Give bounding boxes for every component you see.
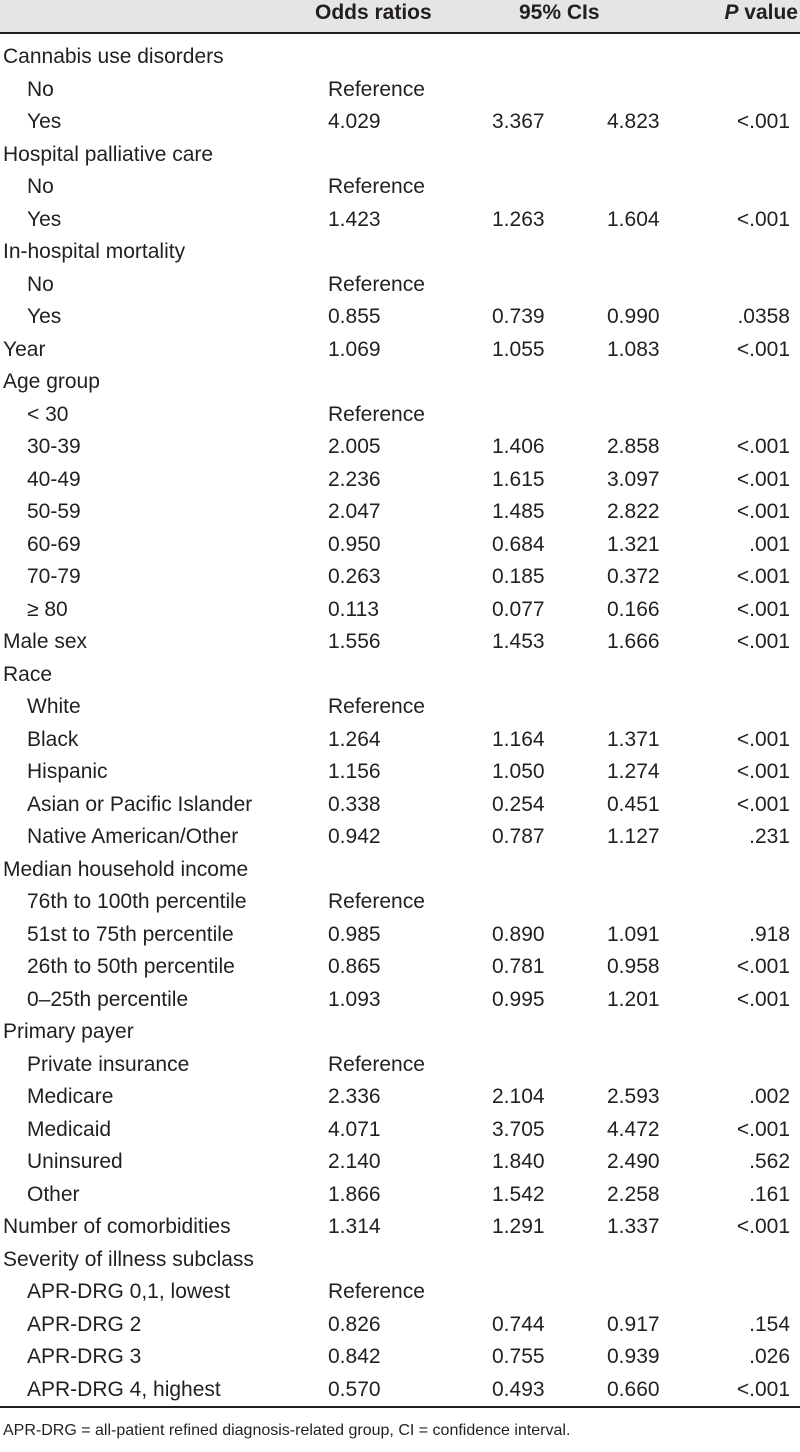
ci-upper-cell: 0.958 bbox=[607, 955, 660, 978]
table-body bbox=[0, 41, 800, 1406]
ci-lower-cell: 1.164 bbox=[492, 727, 545, 751]
ci-lower-cell: 0.185 bbox=[492, 565, 545, 588]
odds-ratio-cell: 2.336 bbox=[328, 1085, 381, 1108]
header-p-value bbox=[724, 0, 798, 32]
odds-ratio-cell: 4.071 bbox=[328, 1117, 381, 1141]
row-label: Number of comorbidities bbox=[3, 1215, 231, 1238]
ci-lower-cell: 0.684 bbox=[492, 532, 545, 556]
ci-lower-cell: 0.890 bbox=[492, 922, 545, 946]
p-value-cell: <.001 bbox=[736, 1215, 790, 1238]
odds-ratio-cell: 0.842 bbox=[328, 1345, 381, 1368]
header-p-letter: P bbox=[724, 1, 739, 24]
p-value-cell: <.001 bbox=[736, 1117, 790, 1141]
table-row bbox=[0, 269, 800, 302]
table-row bbox=[0, 756, 800, 789]
odds-ratio-cell: Reference bbox=[328, 175, 425, 198]
row-label: No bbox=[27, 272, 54, 296]
ci-upper-cell: 1.083 bbox=[607, 337, 660, 361]
table-row bbox=[0, 691, 800, 724]
ci-lower-cell: 1.263 bbox=[492, 207, 545, 231]
row-label: Severity of illness subclass bbox=[3, 1247, 254, 1271]
row-label: Primary payer bbox=[3, 1020, 134, 1043]
odds-ratio-cell: Reference bbox=[328, 695, 425, 718]
odds-ratio-cell: 0.263 bbox=[328, 565, 381, 588]
p-value-cell: <.001 bbox=[736, 760, 790, 783]
odds-ratio-cell: Reference bbox=[328, 1280, 425, 1303]
ci-upper-cell: 1.371 bbox=[607, 727, 660, 751]
row-label: Median household income bbox=[3, 857, 249, 881]
row-label: In-hospital mortality bbox=[3, 240, 186, 263]
odds-ratio-cell: 0.950 bbox=[328, 532, 381, 556]
ci-lower-cell: 0.254 bbox=[492, 792, 545, 816]
p-value-cell: <.001 bbox=[736, 792, 790, 816]
ci-upper-cell: 0.372 bbox=[607, 565, 660, 588]
row-label: 26th to 50th percentile bbox=[27, 955, 235, 978]
ci-lower-cell: 0.493 bbox=[492, 1377, 545, 1401]
ci-upper-cell: 2.490 bbox=[607, 1150, 660, 1173]
p-value-cell: .562 bbox=[749, 1150, 790, 1173]
row-label: Native American/Other bbox=[27, 825, 239, 848]
table-row bbox=[0, 1276, 800, 1309]
p-value-cell: .002 bbox=[749, 1085, 790, 1108]
p-value-cell: .918 bbox=[749, 922, 790, 946]
p-value-cell: .161 bbox=[749, 1182, 790, 1206]
row-label: Private insurance bbox=[27, 1052, 190, 1076]
table-row bbox=[0, 236, 800, 269]
p-value-cell: <.001 bbox=[736, 337, 790, 361]
ci-upper-cell: 1.337 bbox=[607, 1215, 660, 1238]
row-label: APR-DRG 0,1, lowest bbox=[27, 1280, 231, 1303]
table-row bbox=[0, 74, 800, 107]
odds-ratio-cell: Reference bbox=[328, 77, 425, 101]
row-label: APR-DRG 2 bbox=[27, 1312, 142, 1336]
p-value-cell: <.001 bbox=[736, 597, 790, 621]
ci-upper-cell: 1.201 bbox=[607, 987, 660, 1011]
table-row bbox=[0, 1114, 800, 1147]
odds-ratio-cell: 1.556 bbox=[328, 630, 381, 653]
odds-ratio-cell: 1.314 bbox=[328, 1215, 381, 1238]
table-header bbox=[0, 0, 800, 34]
row-label: Black bbox=[27, 727, 79, 751]
row-label: Medicare bbox=[27, 1085, 114, 1108]
table-row bbox=[0, 496, 800, 529]
row-label: Male sex bbox=[3, 630, 88, 653]
p-value-cell: <.001 bbox=[736, 987, 790, 1011]
p-value-cell: .026 bbox=[749, 1345, 790, 1368]
ci-upper-cell: 1.091 bbox=[607, 922, 660, 946]
p-value-cell: <.001 bbox=[736, 727, 790, 751]
table-row bbox=[0, 464, 800, 497]
ci-lower-cell: 1.485 bbox=[492, 500, 545, 523]
odds-ratio-cell: Reference bbox=[328, 402, 425, 426]
ci-lower-cell: 2.104 bbox=[492, 1085, 545, 1108]
odds-ratio-cell: Reference bbox=[328, 272, 425, 296]
p-value-cell: .001 bbox=[749, 532, 790, 556]
ci-upper-cell: 3.097 bbox=[607, 467, 660, 491]
ci-upper-cell: 1.127 bbox=[607, 825, 660, 848]
ci-upper-cell: 2.858 bbox=[607, 435, 660, 458]
odds-ratio-cell: 2.140 bbox=[328, 1150, 381, 1173]
table-row bbox=[0, 204, 800, 237]
table-row bbox=[0, 919, 800, 952]
odds-ratio-cell: 2.047 bbox=[328, 500, 381, 523]
ci-lower-cell: 0.755 bbox=[492, 1345, 545, 1368]
ci-lower-cell: 1.055 bbox=[492, 337, 545, 361]
p-value-cell: .231 bbox=[749, 825, 790, 848]
row-label: Yes bbox=[27, 305, 62, 328]
table-row bbox=[0, 1341, 800, 1374]
row-label: APR-DRG 3 bbox=[27, 1345, 142, 1368]
ci-lower-cell: 0.739 bbox=[492, 305, 545, 328]
table-row bbox=[0, 529, 800, 562]
p-value-cell: .0358 bbox=[737, 305, 790, 328]
row-label: < 30 bbox=[27, 402, 69, 426]
ci-lower-cell: 1.453 bbox=[492, 630, 545, 653]
row-label: Age group bbox=[3, 370, 100, 393]
odds-ratio-cell: 1.866 bbox=[328, 1182, 381, 1206]
ci-lower-cell: 0.787 bbox=[492, 825, 545, 848]
odds-ratio-cell: Reference bbox=[328, 890, 425, 913]
row-label: Asian or Pacific Islander bbox=[27, 792, 253, 816]
odds-ratio-cell: 0.826 bbox=[328, 1312, 381, 1336]
odds-ratio-cell: 0.865 bbox=[328, 955, 381, 978]
p-value-cell: <.001 bbox=[736, 565, 790, 588]
row-label: Yes bbox=[27, 110, 62, 133]
ci-upper-cell: 1.274 bbox=[607, 760, 660, 783]
row-label: 51st to 75th percentile bbox=[27, 922, 234, 946]
table-row bbox=[0, 139, 800, 172]
row-label: Yes bbox=[27, 207, 62, 231]
row-label: Race bbox=[3, 662, 53, 686]
p-value-cell: <.001 bbox=[736, 110, 790, 133]
ci-lower-cell: 1.615 bbox=[492, 467, 545, 491]
table-row bbox=[0, 171, 800, 204]
row-label: White bbox=[27, 695, 81, 718]
row-label: No bbox=[27, 175, 54, 198]
p-value-cell: <.001 bbox=[736, 435, 790, 458]
ci-lower-cell: 1.291 bbox=[492, 1215, 545, 1238]
row-label: Hospital palliative care bbox=[3, 142, 214, 166]
table-row bbox=[0, 886, 800, 919]
table-row bbox=[0, 789, 800, 822]
ci-upper-cell: 0.917 bbox=[607, 1312, 660, 1336]
table-row bbox=[0, 1146, 800, 1179]
row-label: Other bbox=[27, 1182, 80, 1206]
ci-upper-cell: 2.822 bbox=[607, 500, 660, 523]
header-95-ci: 95% CIs bbox=[519, 1, 600, 24]
row-label: 70-79 bbox=[27, 565, 81, 588]
ci-upper-cell: 0.166 bbox=[607, 597, 660, 621]
ci-lower-cell: 1.542 bbox=[492, 1182, 545, 1206]
ci-upper-cell: 2.258 bbox=[607, 1182, 660, 1206]
ci-upper-cell: 0.451 bbox=[607, 792, 660, 816]
p-value-cell: <.001 bbox=[736, 1377, 790, 1401]
ci-lower-cell: 0.744 bbox=[492, 1312, 545, 1336]
table-row bbox=[0, 366, 800, 399]
row-label: No bbox=[27, 77, 54, 101]
odds-ratio-cell: 2.236 bbox=[328, 467, 381, 491]
row-label: ≥ 80 bbox=[27, 597, 68, 621]
table-row bbox=[0, 1244, 800, 1277]
table-row bbox=[0, 594, 800, 627]
odds-ratio-cell: 0.942 bbox=[328, 825, 381, 848]
ci-upper-cell: 4.823 bbox=[607, 110, 660, 133]
table-row bbox=[0, 854, 800, 887]
row-label: Hispanic bbox=[27, 760, 108, 783]
odds-ratio-cell: 0.570 bbox=[328, 1377, 381, 1401]
odds-ratio-cell: 0.338 bbox=[328, 792, 381, 816]
p-value-cell: <.001 bbox=[736, 630, 790, 653]
row-label: Uninsured bbox=[27, 1150, 123, 1173]
table-row bbox=[0, 106, 800, 139]
table-row bbox=[0, 1211, 800, 1244]
odds-ratio-cell: 1.264 bbox=[328, 727, 381, 751]
table-row bbox=[0, 431, 800, 464]
ci-lower-cell: 0.077 bbox=[492, 597, 545, 621]
ci-lower-cell: 0.781 bbox=[492, 955, 545, 978]
ci-lower-cell: 0.995 bbox=[492, 987, 545, 1011]
header-p-rest: value bbox=[738, 1, 798, 24]
ci-upper-cell: 1.604 bbox=[607, 207, 660, 231]
p-value-cell: <.001 bbox=[736, 955, 790, 978]
row-label: 40-49 bbox=[27, 467, 81, 491]
ci-upper-cell: 0.660 bbox=[607, 1377, 660, 1401]
row-label: 60-69 bbox=[27, 532, 81, 556]
table-row bbox=[0, 1374, 800, 1407]
header-odds-ratios: Odds ratios bbox=[315, 1, 432, 24]
table-row bbox=[0, 301, 800, 334]
p-value-cell: .154 bbox=[749, 1312, 790, 1336]
table-row bbox=[0, 1179, 800, 1212]
ci-upper-cell: 2.593 bbox=[607, 1085, 660, 1108]
ci-upper-cell: 1.666 bbox=[607, 630, 660, 653]
table-row bbox=[0, 1081, 800, 1114]
row-label: Year bbox=[3, 337, 46, 361]
row-label: APR-DRG 4, highest bbox=[27, 1377, 221, 1401]
ci-upper-cell: 4.472 bbox=[607, 1117, 660, 1141]
odds-ratio-cell: 0.985 bbox=[328, 922, 381, 946]
table-row bbox=[0, 41, 800, 74]
table-row bbox=[0, 984, 800, 1017]
p-value-cell: <.001 bbox=[736, 207, 790, 231]
ci-lower-cell: 1.406 bbox=[492, 435, 545, 458]
ci-upper-cell: 0.939 bbox=[607, 1345, 660, 1368]
row-label: 76th to 100th percentile bbox=[27, 890, 247, 913]
odds-ratio-cell: 0.855 bbox=[328, 305, 381, 328]
odds-ratio-cell: Reference bbox=[328, 1052, 425, 1076]
ci-upper-cell: 0.990 bbox=[607, 305, 660, 328]
p-value-cell: <.001 bbox=[736, 467, 790, 491]
table-row bbox=[0, 821, 800, 854]
table-row bbox=[0, 659, 800, 692]
odds-ratio-cell: 1.069 bbox=[328, 337, 381, 361]
ci-lower-cell: 1.050 bbox=[492, 760, 545, 783]
p-value-cell: <.001 bbox=[736, 500, 790, 523]
row-label: Cannabis use disorders bbox=[3, 45, 224, 68]
table-row bbox=[0, 1016, 800, 1049]
row-label: Medicaid bbox=[27, 1117, 112, 1141]
table-row bbox=[0, 334, 800, 367]
odds-ratio-cell: 4.029 bbox=[328, 110, 381, 133]
row-label: 0–25th percentile bbox=[27, 987, 189, 1011]
ci-lower-cell: 3.705 bbox=[492, 1117, 545, 1141]
table-row bbox=[0, 626, 800, 659]
ci-upper-cell: 1.321 bbox=[607, 532, 660, 556]
odds-ratio-cell: 1.156 bbox=[328, 760, 381, 783]
table-row bbox=[0, 1049, 800, 1082]
row-label: 30-39 bbox=[27, 435, 81, 458]
table-row bbox=[0, 561, 800, 594]
odds-ratio-cell: 1.093 bbox=[328, 987, 381, 1011]
table-row bbox=[0, 1309, 800, 1342]
table-footnote: APR-DRG = all-patient refined diagnosis-related group, CI = confidence interval. bbox=[3, 1422, 571, 1439]
table-row bbox=[0, 399, 800, 432]
row-label: 50-59 bbox=[27, 500, 81, 523]
table-row bbox=[0, 951, 800, 984]
ci-lower-cell: 3.367 bbox=[492, 110, 545, 133]
odds-ratio-cell: 2.005 bbox=[328, 435, 381, 458]
odds-ratio-cell: 1.423 bbox=[328, 207, 381, 231]
ci-lower-cell: 1.840 bbox=[492, 1150, 545, 1173]
table-row bbox=[0, 724, 800, 757]
table-bottom-rule bbox=[0, 1406, 800, 1408]
odds-ratio-cell: 0.113 bbox=[328, 597, 379, 621]
